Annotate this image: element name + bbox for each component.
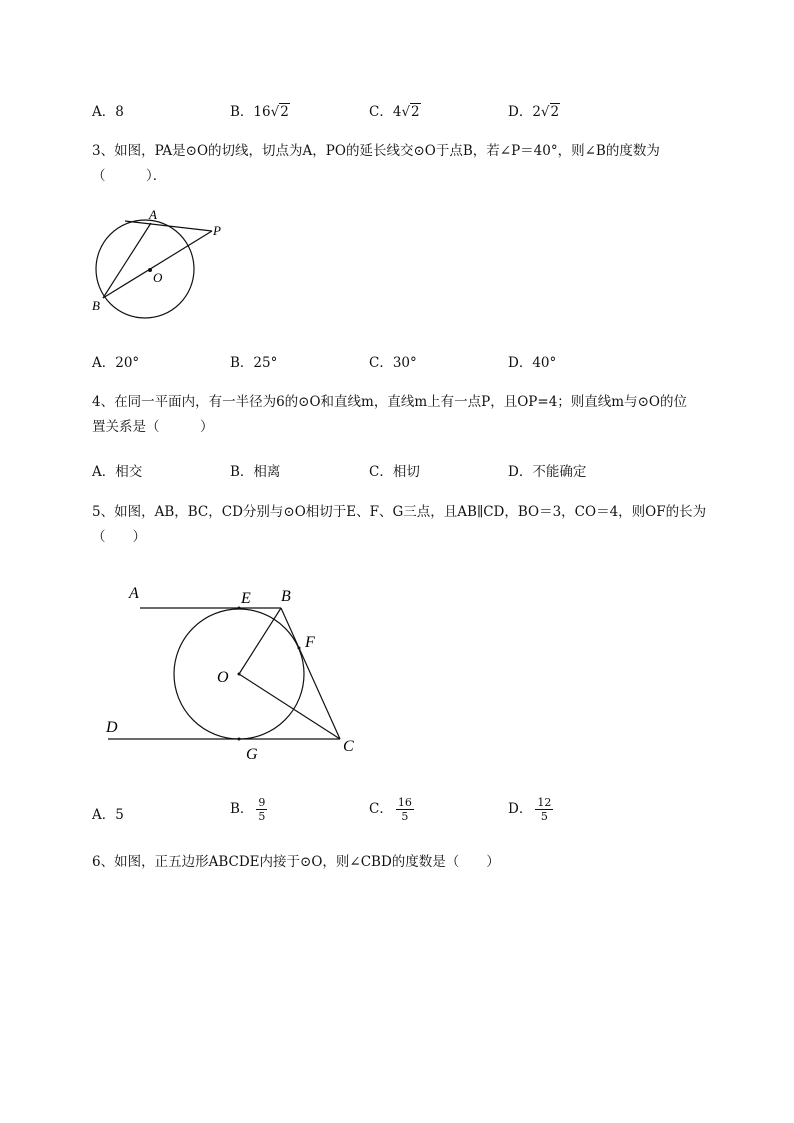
q2-option-b: B．16√2 xyxy=(230,104,289,120)
q3-option-c: C．30° xyxy=(369,355,417,371)
q5-point-f xyxy=(298,647,301,650)
q2-option-c: C．4√2 xyxy=(369,104,420,120)
q4-stem-line1: 4、在同一平面内，有一半径为6的⊙O和直线m，直线m上有一点P，且OP=4；则直线m与⊙O的位 xyxy=(92,394,687,410)
q3-label-p: P xyxy=(213,223,221,238)
q5-figure xyxy=(100,578,380,778)
q5-label-a: A xyxy=(129,585,139,602)
q3-option-a: A．20° xyxy=(92,355,140,371)
q5-point-g xyxy=(238,738,241,741)
q5-option-b-fraction: $\frac{9}{5}$ xyxy=(258,796,266,823)
q3-option-d: D．40° xyxy=(508,355,557,371)
q5-option-b: B． $\frac{9}{5}$ xyxy=(230,796,266,823)
q6-stem-line1: 6、如图，正五边形ABCDE内接于⊙O，则∠CBD的度数是（ ） xyxy=(92,854,500,870)
q5-point-o xyxy=(238,673,241,676)
q3-label-b: B xyxy=(92,298,100,313)
q3-tangent-line xyxy=(125,221,212,231)
q3-figure xyxy=(88,205,248,335)
q4-option-a: A．相交 xyxy=(92,464,143,480)
q3-option-b: B．25° xyxy=(230,355,278,371)
q5-label-d: D xyxy=(106,719,118,736)
q3-label-o: O xyxy=(153,270,163,285)
q5-label-g: G xyxy=(246,746,258,763)
q5-option-c: C． $\frac{16}{5}$ xyxy=(369,796,412,823)
q5-stem-line2: （ ） xyxy=(92,529,146,545)
q3-label-a: A xyxy=(149,207,157,222)
q3-line-pb xyxy=(103,231,212,298)
q3-center-dot xyxy=(148,268,152,272)
q4-option-d: D．不能确定 xyxy=(508,464,587,480)
q5-label-o: O xyxy=(217,669,229,686)
q5-option-a: A．5 xyxy=(92,807,124,823)
q3-stem-line2: （ ）． xyxy=(92,168,167,184)
q5-option-d-fraction: $\frac{12}{5}$ xyxy=(537,796,552,823)
q5-segment-ob xyxy=(239,608,281,674)
q5-option-c-fraction: $\frac{16}{5}$ xyxy=(397,796,412,823)
q5-label-f: F xyxy=(305,634,315,651)
q3-circle-o xyxy=(96,220,194,318)
q5-stem-line1: 5、如图，AB，BC，CD分别与⊙O相切于E、F、G三点，且AB∥CD，BO＝3，CO＝4，则OF的长为 xyxy=(92,504,707,520)
q4-stem-line2: 置关系是（ ） xyxy=(92,419,214,435)
q2-option-d: D．2√2 xyxy=(508,104,560,120)
q5-option-d: D． $\frac{12}{5}$ xyxy=(508,796,552,823)
q5-label-b: B xyxy=(281,588,291,605)
q5-label-e: E xyxy=(241,590,251,607)
q4-option-c: C．相切 xyxy=(369,464,420,480)
q5-label-c: C xyxy=(343,738,354,755)
q4-option-b: B．相离 xyxy=(230,464,281,480)
q3-stem-line1: 3、如图，PA是⊙O的切线，切点为A，PO的延长线交⊙O于点B，若∠P＝40°，则∠B的度数为 xyxy=(92,143,660,159)
q2-option-a: A．8 xyxy=(92,104,124,120)
